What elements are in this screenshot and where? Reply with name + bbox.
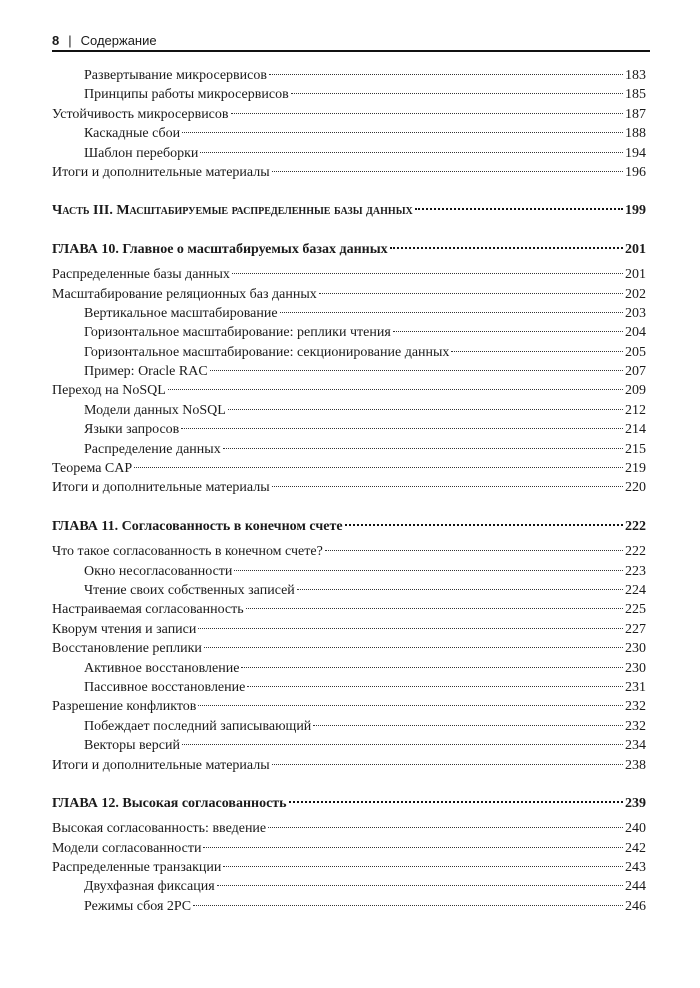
entry-page: 244: [625, 879, 646, 895]
toc-entry[interactable]: [52, 877, 646, 896]
entry-page: 215: [625, 441, 646, 457]
dot-leader: [272, 486, 623, 487]
entry-page: 183: [625, 68, 646, 83]
part-title: Часть III. Масштабируемые распределенные базы данных: [52, 203, 413, 219]
dot-leader: [234, 570, 623, 571]
toc-entry[interactable]: [52, 105, 646, 124]
toc-entry[interactable]: [52, 639, 646, 658]
toc-entry[interactable]: [52, 756, 646, 775]
dot-leader: [297, 589, 623, 590]
toc-entry[interactable]: [52, 478, 646, 497]
running-title: Содержание: [80, 33, 157, 48]
entry-title: Распределенные транзакции: [52, 860, 222, 876]
entry-page: 196: [625, 164, 646, 180]
toc-entry[interactable]: [52, 459, 646, 478]
entry-title: Переход на NoSQL: [52, 383, 166, 399]
dot-leader: [223, 448, 623, 449]
toc-entry[interactable]: [52, 304, 646, 323]
entry-title: Устойчивость микросервисов: [52, 106, 229, 122]
dot-leader: [193, 905, 623, 906]
entry-page: 187: [625, 106, 646, 122]
entry-title: Принципы работы микросервисов: [84, 87, 289, 103]
entry-title: Модели согласованности: [52, 840, 202, 856]
entry-page: 224: [625, 582, 646, 598]
chapter-heading[interactable]: [52, 240, 646, 259]
entry-title: Пример: Oracle RAC: [84, 364, 208, 380]
entry-page: 232: [625, 718, 646, 734]
toc-entry[interactable]: [52, 819, 646, 838]
entry-title: Каскадные сбои: [84, 126, 181, 142]
entry-page: 209: [625, 383, 646, 399]
entry-page: 207: [625, 364, 646, 380]
entry-title: Кворум чтения и записи: [52, 621, 197, 637]
toc-entry[interactable]: [52, 85, 646, 104]
table-of-contents: [52, 66, 646, 916]
entry-page: 246: [625, 898, 646, 914]
entry-title: Итоги и дополнительные материалы: [52, 164, 270, 180]
dot-leader: [134, 467, 623, 468]
entry-title: Окно несогласованности: [84, 563, 233, 579]
entry-title: Итоги и дополнительные материалы: [52, 480, 270, 496]
dot-leader: [272, 171, 623, 172]
toc-entry[interactable]: [52, 163, 646, 182]
toc-block-ch9-tail: [52, 66, 646, 182]
dot-leader: [231, 113, 623, 114]
toc-entry[interactable]: [52, 600, 646, 619]
toc-entry[interactable]: [52, 542, 646, 561]
entry-page: 225: [625, 602, 646, 618]
dot-leader: [228, 409, 623, 410]
toc-entry[interactable]: [52, 897, 646, 916]
dot-leader: [168, 389, 623, 390]
toc-entry[interactable]: [52, 620, 646, 639]
entry-page: 230: [625, 660, 646, 676]
toc-entry[interactable]: [52, 124, 646, 143]
toc-entry[interactable]: [52, 659, 646, 678]
entry-page: 223: [625, 563, 646, 579]
entry-title: Горизонтальное масштабирование: реплики чтения: [84, 325, 391, 341]
entry-page: 227: [625, 621, 646, 637]
entry-title: Активное восстановление: [84, 660, 240, 676]
entry-title: Горизонтальное масштабирование: секционирование данных: [84, 344, 450, 360]
toc-entry[interactable]: [52, 736, 646, 755]
toc-entry[interactable]: [52, 420, 646, 439]
section-gap: [52, 498, 646, 517]
dot-leader: [203, 847, 623, 848]
chapter-title: ГЛАВА 10. Главное о масштабируемых базах данных: [52, 241, 388, 257]
chapter-title: ГЛАВА 12. Высокая согласованность: [52, 795, 287, 811]
dot-leader: [204, 647, 623, 648]
toc-block-ch11: [52, 542, 646, 775]
dot-leader: [345, 524, 623, 526]
entry-title: Высокая согласованность: введение: [52, 821, 267, 837]
chapter-page: 201: [625, 241, 646, 257]
dot-leader: [289, 801, 623, 803]
section-gap: [52, 182, 646, 201]
toc-entry[interactable]: [52, 839, 646, 858]
dot-leader: [210, 370, 623, 371]
entry-title: Модели данных NoSQL: [84, 402, 226, 418]
entry-page: 231: [625, 679, 646, 695]
dot-leader: [246, 608, 623, 609]
entry-title: Векторы версий: [84, 738, 180, 754]
part-heading[interactable]: [52, 201, 646, 220]
entry-title: Распределенные базы данных: [52, 267, 230, 283]
dot-leader: [217, 885, 623, 886]
entry-page: 201: [625, 267, 646, 283]
toc-entry[interactable]: [52, 323, 646, 342]
dot-leader: [313, 725, 623, 726]
toc-entry[interactable]: [52, 717, 646, 736]
toc-entry[interactable]: [52, 66, 646, 85]
dot-leader: [247, 686, 623, 687]
running-header: [52, 33, 650, 51]
toc-block-ch12: [52, 819, 646, 916]
part-page: 199: [625, 203, 646, 219]
dot-leader: [451, 351, 623, 352]
entry-title: Языки запросов: [84, 422, 180, 438]
entry-title: Режимы сбоя 2PC: [84, 898, 192, 914]
entry-title: Масштабирование реляционных баз данных: [52, 286, 317, 302]
entry-title: Шаблон переборки: [84, 145, 199, 161]
chapter-page: 239: [625, 795, 646, 811]
dot-leader: [198, 705, 623, 706]
entry-page: 202: [625, 286, 646, 302]
entry-page: 240: [625, 821, 646, 837]
page-number: 8: [52, 33, 60, 48]
entry-title: Что такое согласованность в конечном счете?: [52, 544, 323, 560]
toc-entry[interactable]: [52, 265, 646, 284]
entry-title: Побеждает последний записывающий: [84, 718, 312, 734]
dot-leader: [241, 667, 623, 668]
entry-page: 204: [625, 325, 646, 341]
section-gap: [52, 221, 646, 240]
entry-page: 185: [625, 87, 646, 103]
entry-page: 188: [625, 126, 646, 142]
entry-page: 212: [625, 402, 646, 418]
chapter-heading[interactable]: [52, 517, 646, 536]
toc-entry[interactable]: [52, 401, 646, 420]
entry-page: 234: [625, 738, 646, 754]
dot-leader: [390, 247, 623, 249]
entry-page: 232: [625, 699, 646, 715]
entry-title: Вертикальное масштабирование: [84, 305, 278, 321]
dot-leader: [182, 744, 623, 745]
toc-entry[interactable]: [52, 678, 646, 697]
chapter-heading[interactable]: [52, 794, 646, 813]
dot-leader: [200, 152, 623, 153]
dot-leader: [181, 428, 623, 429]
toc-entry[interactable]: [52, 440, 646, 459]
entry-page: 220: [625, 480, 646, 496]
dot-leader: [272, 764, 623, 765]
dot-leader: [319, 293, 623, 294]
header-separator: |: [68, 33, 72, 48]
toc-block-ch10: [52, 265, 646, 498]
entry-title: Теорема CAP: [52, 461, 133, 477]
entry-title: Разрешение конфликтов: [52, 699, 197, 715]
entry-title: Итоги и дополнительные материалы: [52, 757, 270, 773]
entry-page: 238: [625, 757, 646, 773]
entry-page: 214: [625, 422, 646, 438]
entry-title: Восстановление реплики: [52, 641, 202, 657]
toc-entry[interactable]: [52, 697, 646, 716]
entry-page: 242: [625, 840, 646, 856]
dot-leader: [280, 312, 623, 313]
toc-entry[interactable]: [52, 285, 646, 304]
toc-entry[interactable]: [52, 562, 646, 581]
entry-page: 203: [625, 305, 646, 321]
toc-entry[interactable]: [52, 343, 646, 362]
toc-entry[interactable]: [52, 381, 646, 400]
entry-title: Пассивное восстановление: [84, 679, 246, 695]
entry-page: 222: [625, 544, 646, 560]
entry-page: 230: [625, 641, 646, 657]
dot-leader: [269, 74, 623, 75]
entry-title: Чтение своих собственных записей: [84, 582, 295, 598]
toc-entry[interactable]: [52, 362, 646, 381]
dot-leader: [291, 93, 623, 94]
entry-page: 219: [625, 461, 646, 477]
entry-page: 194: [625, 145, 646, 161]
dot-leader: [232, 273, 623, 274]
toc-entry[interactable]: [52, 858, 646, 877]
dot-leader: [393, 331, 623, 332]
dot-leader: [223, 866, 623, 867]
entry-page: 243: [625, 860, 646, 876]
chapter-page: 222: [625, 518, 646, 534]
dot-leader: [182, 132, 623, 133]
chapter-title: ГЛАВА 11. Согласованность в конечном счете: [52, 518, 343, 534]
entry-title: Развертывание микросервисов: [84, 68, 267, 83]
header-rule: [52, 50, 650, 52]
entry-title: Двухфазная фиксация: [84, 879, 215, 895]
dot-leader: [268, 827, 623, 828]
toc-entry[interactable]: [52, 581, 646, 600]
entry-title: Распределение данных: [84, 441, 221, 457]
dot-leader: [415, 208, 623, 210]
section-gap: [52, 775, 646, 794]
dot-leader: [198, 628, 623, 629]
entry-title: Настраиваемая согласованность: [52, 602, 244, 618]
dot-leader: [325, 550, 623, 551]
entry-page: 205: [625, 344, 646, 360]
toc-entry[interactable]: [52, 144, 646, 163]
